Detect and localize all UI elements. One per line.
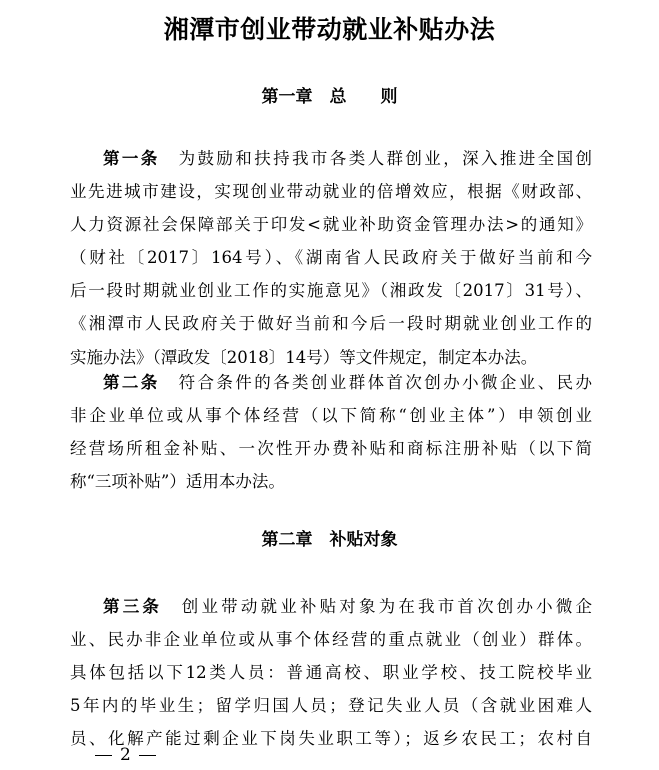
article-3-line-4: 5年内的毕业生；留学归国人员；登记失业人员（含就业困难人 bbox=[70, 696, 592, 716]
article-2-line-3: 经营场所租金补贴、一次性开办费补贴和商标注册补贴（以下简 bbox=[70, 439, 592, 459]
article-2-line-4: 称“三项补贴”）适用本办法。 bbox=[70, 472, 285, 492]
article-2-line-1 bbox=[70, 366, 592, 399]
article-1-line-7: 实施办法》（潭政发〔2018〕14号）等文件规定，制定本办法。 bbox=[70, 347, 538, 367]
article-3-number: 第三条 bbox=[103, 597, 163, 616]
page-number: 2 bbox=[120, 745, 131, 765]
chapter-2-heading: 第二章 补贴对象 bbox=[261, 530, 398, 550]
article-3-text-1: 创业带动就业补贴对象为在我市首次创办小微企 bbox=[181, 597, 592, 616]
article-1-line-4: （财社〔2017〕164号）、《湖南省人民政府关于做好当前和今 bbox=[70, 248, 592, 268]
article-3 bbox=[70, 590, 592, 755]
article-1-line-5: 后一段时期就业创业工作的实施意见》（湘政发〔2017〕31号）、 bbox=[70, 281, 592, 301]
article-2-number: 第二条 bbox=[103, 373, 160, 392]
footer-dash-right bbox=[139, 755, 156, 756]
article-1-line-3: 人力资源社会保障部关于印发<就业补助资金管理办法>的通知》 bbox=[70, 215, 592, 235]
document-title: 湘潭市创业带动就业补贴办法 bbox=[163, 15, 496, 44]
article-3-line-2: 业、民办非企业单位或从事个体经营的重点就业（创业）群体。 bbox=[70, 630, 592, 650]
article-1 bbox=[70, 142, 592, 374]
article-1-line-1 bbox=[70, 142, 592, 175]
article-1-number: 第一条 bbox=[103, 149, 160, 168]
footer-dash-left bbox=[95, 755, 112, 756]
article-2-text-1: 符合条件的各类创业群体首次创办小微企业、民办 bbox=[178, 373, 593, 392]
article-2 bbox=[70, 366, 592, 498]
article-3-line-3: 具体包括以下12类人员：普通高校、职业学校、技工院校毕业 bbox=[70, 663, 592, 683]
article-1-line-2: 业先进城市建设，实现创业带动就业的倍增效应，根据《财政部、 bbox=[70, 182, 592, 202]
chapter-1-heading: 第一章 总 则 bbox=[261, 87, 398, 107]
page-footer bbox=[95, 745, 156, 765]
article-3-line-5: 员、化解产能过剩企业下岗失业职工等）；返乡农民工；农村自 bbox=[70, 729, 592, 749]
article-2-line-2: 非企业单位或从事个体经营（以下简称“创业主体”）申领创业 bbox=[70, 406, 592, 426]
article-1-text-1: 为鼓励和扶持我市各类人群创业，深入推进全国创 bbox=[178, 149, 593, 168]
article-1-line-6: 《湘潭市人民政府关于做好当前和今后一段时期就业创业工作的 bbox=[70, 314, 592, 334]
article-3-line-1 bbox=[70, 590, 592, 623]
